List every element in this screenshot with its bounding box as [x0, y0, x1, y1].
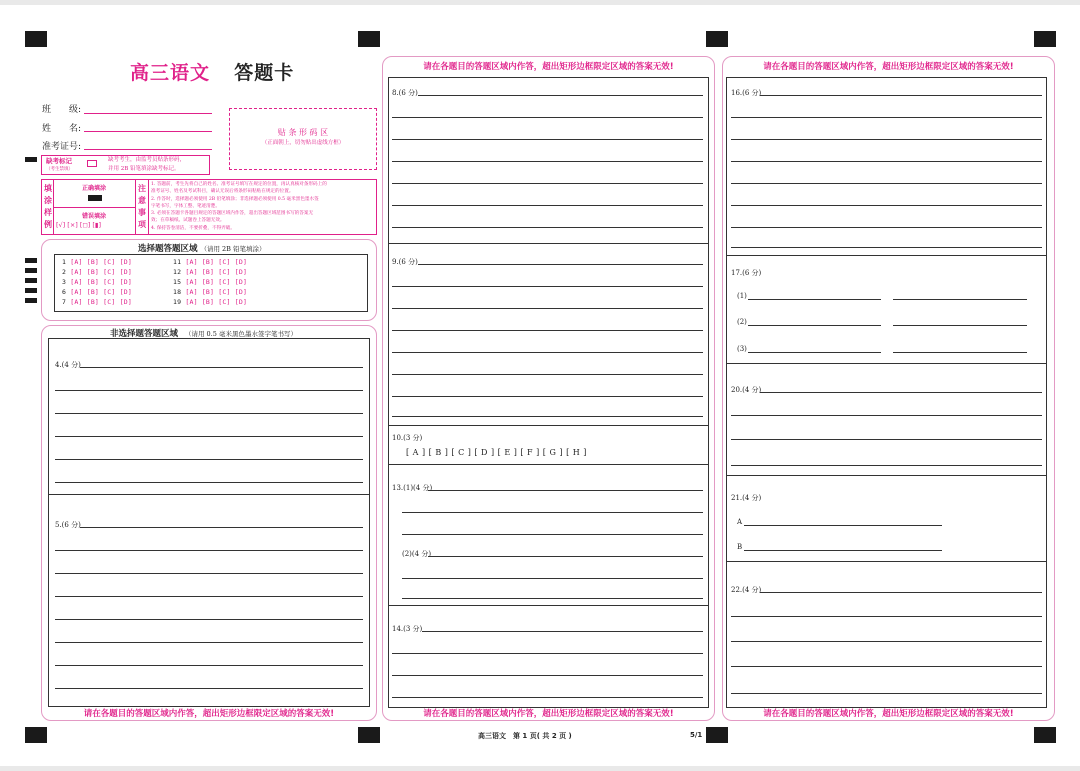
timing-mark-top-left	[25, 31, 47, 47]
choice-options[interactable]: [A] [B] [C] [D]	[185, 288, 248, 296]
fill-side-char: 样	[44, 208, 52, 217]
absent-label: 缺考标记	[46, 157, 72, 165]
fill-side-char: 例	[44, 220, 52, 229]
choice-title-note: （请用 2B 铅笔填涂）	[200, 245, 266, 253]
choice-title-text: 选择题答题区域	[138, 244, 198, 254]
answer-line[interactable]	[731, 465, 1042, 466]
note-item: 4. 保持答卷清洁，不要折叠，不得弄破。	[151, 225, 235, 231]
answer-line[interactable]	[731, 183, 1042, 184]
answer-line[interactable]	[760, 592, 1042, 593]
answer-line[interactable]	[55, 459, 363, 460]
answer-line[interactable]	[422, 631, 703, 632]
answer-line[interactable]	[55, 596, 363, 597]
timing-mark-top-mid2	[706, 31, 728, 47]
answer-line[interactable]	[55, 436, 363, 437]
choice-num: 11	[173, 258, 182, 266]
answer-line[interactable]	[731, 439, 1042, 440]
notes-side-char: 事	[138, 208, 146, 217]
answer-line[interactable]	[392, 396, 703, 397]
answer-line[interactable]	[748, 299, 881, 300]
warning-top-col2: 请在各题目的答题区域内作答，超出矩形边框限定区域的答案无效!	[423, 62, 674, 72]
question-16-label: 16.(6 分)	[731, 89, 762, 97]
answer-line[interactable]	[392, 205, 703, 206]
answer-line[interactable]	[392, 286, 703, 287]
answer-line[interactable]	[55, 550, 363, 551]
choice-row[interactable]	[173, 298, 247, 306]
side-timing-bar	[25, 288, 37, 293]
notes-side-char: 意	[138, 196, 146, 205]
answer-line[interactable]	[402, 534, 703, 535]
choice-row[interactable]	[62, 258, 132, 266]
answer-line[interactable]	[731, 666, 1042, 667]
absent-text-1: 缺考考生，由监考员贴条形码，	[108, 157, 186, 163]
question-10-label: 10.(3 分)	[392, 434, 423, 442]
choice-num: 6	[62, 288, 67, 296]
question-17-2-label: (2)	[737, 318, 747, 326]
question-21-b-label: B	[737, 543, 743, 551]
question-divider	[726, 475, 1047, 476]
timing-mark-bottom-left	[25, 727, 47, 743]
class-label: 班 级:	[42, 105, 82, 115]
choice-section-title	[138, 242, 266, 254]
choice-row[interactable]	[173, 268, 247, 276]
question-9-label: 9.(6 分)	[392, 258, 418, 266]
answer-line[interactable]	[731, 227, 1042, 228]
answer-line[interactable]	[392, 374, 703, 375]
choice-num: 12	[173, 268, 182, 276]
nonchoice-title-text: 非选择题答题区域	[110, 329, 179, 339]
fill-side-char: 填	[44, 184, 52, 193]
page-title	[130, 58, 294, 85]
exam-no-label: 准考证号:	[42, 142, 82, 152]
choice-options[interactable]: [A] [B] [C] [D]	[185, 298, 248, 306]
answer-line[interactable]	[428, 490, 703, 491]
answer-line[interactable]	[731, 117, 1042, 118]
exam-no-field[interactable]	[84, 149, 212, 150]
warning-bottom-col2: 请在各题目的答题区域内作答，超出矩形边框限定区域的答案无效!	[423, 709, 674, 719]
choice-options[interactable]: [A] [B] [C] [D]	[185, 278, 248, 286]
question-13-2-label: (2)(4 分)	[402, 550, 432, 558]
choice-options[interactable]: [A] [B] [C] [D]	[185, 268, 248, 276]
answer-line[interactable]	[392, 416, 703, 417]
page-footer: 高三语文 第 1 页( 共 2 页 )	[478, 732, 572, 740]
answer-line[interactable]	[55, 413, 363, 414]
choice-row[interactable]	[173, 258, 247, 266]
nonchoice-title-note: （请用 0.5 毫米黑色墨水签字笔书写）	[184, 330, 297, 338]
choice-num: 18	[173, 288, 182, 296]
answer-line[interactable]	[392, 227, 703, 228]
absent-text-2: 并用 2B 铅笔填涂缺考标记。	[108, 166, 180, 172]
answer-line[interactable]	[392, 161, 703, 162]
answer-line[interactable]	[80, 367, 363, 368]
answer-line[interactable]	[731, 693, 1042, 694]
choice-options[interactable]: [A] [B] [C] [D]	[70, 278, 132, 286]
fill-example-divider	[53, 207, 135, 208]
question-20-label: 20.(4 分)	[731, 386, 762, 394]
answer-line[interactable]	[392, 653, 703, 654]
answer-line[interactable]	[731, 641, 1042, 642]
choice-row[interactable]	[173, 288, 247, 296]
barcode-title: 贴 条 形 码 区	[277, 128, 329, 137]
title-sub: 答题卡	[234, 62, 295, 84]
absent-checkbox[interactable]	[87, 160, 97, 167]
question-4-label: 4.(4 分)	[55, 361, 81, 369]
question-divider	[48, 494, 370, 495]
choice-options[interactable]: [A] [B] [C] [D]	[185, 258, 248, 266]
side-timing-bar	[25, 258, 37, 263]
side-timing-bar	[25, 157, 37, 162]
choice-row[interactable]	[62, 298, 132, 306]
answer-line[interactable]	[55, 642, 363, 643]
notes-list	[151, 181, 375, 232]
correct-fill-label: 正确填涂	[81, 185, 106, 192]
timing-mark-bottom-right	[1034, 727, 1056, 743]
note-item: 3. 必须在答题卡各题目规定的答题区域内作答，超出答题区域范围书写的答案无	[151, 211, 314, 217]
question-17-label: 17.(6 分)	[731, 269, 762, 277]
choice-options[interactable]: [A] [B] [C] [D]	[70, 258, 132, 266]
warning-bottom-col3: 请在各题目的答题区域内作答，超出矩形边框限定区域的答案无效!	[763, 709, 1014, 719]
answer-line[interactable]	[744, 525, 942, 526]
question-13-1-label: 13.(1)(4 分)	[392, 484, 433, 492]
warning-top-col3: 请在各题目的答题区域内作答，超出矩形边框限定区域的答案无效!	[763, 62, 1014, 72]
answer-line[interactable]	[760, 95, 1042, 96]
note-item: 字笔书写，字体工整、笔迹清楚。	[151, 203, 220, 209]
answer-line[interactable]	[402, 598, 703, 599]
answer-line[interactable]	[731, 415, 1042, 416]
answer-line[interactable]	[55, 665, 363, 666]
fill-example-divider	[135, 179, 136, 235]
notes-side-char: 注	[138, 184, 146, 193]
answer-box-col1	[48, 338, 370, 707]
choice-num: 3	[62, 278, 67, 286]
warning-bottom-col1: 请在各题目的答题区域内作答，超出矩形边框限定区域的答案无效!	[83, 709, 335, 719]
choice-num: 2	[62, 268, 67, 276]
choice-options[interactable]: [A] [B] [C] [D]	[70, 268, 132, 276]
fill-example-divider	[148, 179, 149, 235]
absent-sub: （考生禁填）	[46, 167, 73, 172]
answer-line[interactable]	[760, 392, 1042, 393]
answer-line[interactable]	[744, 550, 942, 551]
answer-line[interactable]	[392, 183, 703, 184]
answer-line[interactable]	[893, 299, 1027, 300]
answer-line[interactable]	[392, 308, 703, 309]
timing-mark-top-mid1	[358, 31, 380, 47]
choice-options[interactable]: [A] [B] [C] [D]	[70, 288, 132, 296]
answer-line[interactable]	[55, 619, 363, 620]
answer-line[interactable]	[392, 330, 703, 331]
timing-mark-bottom-mid1	[358, 727, 380, 743]
question-divider	[388, 464, 709, 465]
answer-line[interactable]	[893, 325, 1027, 326]
answer-line[interactable]	[428, 556, 703, 557]
answer-line[interactable]	[55, 482, 363, 483]
choice-num: 1	[62, 258, 67, 266]
question-17-1-label: (1)	[737, 292, 747, 300]
answer-line[interactable]	[392, 697, 703, 698]
timing-mark-top-right	[1034, 31, 1056, 47]
timing-mark-bottom-mid2	[706, 727, 728, 743]
question-21-a-label: A	[737, 518, 743, 526]
barcode-area	[229, 108, 377, 170]
answer-line[interactable]	[402, 512, 703, 513]
answer-line[interactable]	[392, 352, 703, 353]
question-14-label: 14.(3 分)	[392, 625, 423, 633]
question-divider	[726, 255, 1047, 256]
answer-line[interactable]	[80, 527, 363, 528]
question-divider	[726, 363, 1047, 364]
note-item: 2. 作答时，选择题必须使用 2B 铅笔填涂；非选择题必须使用 0.5 毫米黑色墨水签	[151, 196, 319, 202]
answer-line[interactable]	[402, 578, 703, 579]
choice-row[interactable]	[62, 278, 132, 286]
question-divider	[388, 243, 709, 244]
answer-line[interactable]	[55, 573, 363, 574]
answer-line[interactable]	[731, 247, 1042, 248]
name-field[interactable]	[84, 131, 212, 132]
answer-line[interactable]	[392, 139, 703, 140]
question-5-label: 5.(6 分)	[55, 521, 81, 529]
choice-num: 15	[173, 278, 182, 286]
side-timing-bar	[25, 298, 37, 303]
choice-row[interactable]	[62, 268, 132, 276]
choice-options[interactable]: [A] [B] [C] [D]	[70, 298, 132, 306]
answer-line[interactable]	[392, 117, 703, 118]
answer-line[interactable]	[55, 688, 363, 689]
note-item: 准考证号、姓名及考试科目，确认无误后将条形码粘贴在规定的位置。	[151, 189, 294, 195]
answer-line[interactable]	[731, 139, 1042, 140]
answer-line[interactable]	[731, 205, 1042, 206]
choice-row[interactable]	[173, 278, 247, 286]
page-code: 5/1	[690, 731, 703, 739]
question-8-label: 8.(6 分)	[392, 89, 418, 97]
question-21-label: 21.(4 分)	[731, 494, 762, 502]
question-divider	[388, 605, 709, 606]
answer-line[interactable]	[748, 352, 881, 353]
answer-line[interactable]	[893, 352, 1027, 353]
answer-line[interactable]	[731, 616, 1042, 617]
answer-line[interactable]	[418, 264, 703, 265]
name-label: 姓 名:	[42, 124, 82, 134]
title-main: 高三语文	[130, 62, 211, 84]
answer-line[interactable]	[392, 675, 703, 676]
answer-line[interactable]	[731, 161, 1042, 162]
choice-num: 19	[173, 298, 182, 306]
choice-row[interactable]	[62, 288, 132, 296]
note-item: 1. 答题前，考生先将自己的姓名、准考证号填写在规定的位置，再认真核对条形码上的	[151, 182, 327, 187]
answer-box-col2	[388, 77, 709, 708]
class-field[interactable]	[84, 113, 212, 114]
barcode-note: （正面朝上，切勿贴出虚线方框）	[261, 140, 345, 146]
answer-line[interactable]	[55, 390, 363, 391]
choice-num: 7	[62, 298, 67, 306]
answer-line[interactable]	[418, 95, 703, 96]
side-timing-bar	[25, 278, 37, 283]
question-17-3-label: (3)	[737, 345, 747, 353]
wrong-fill-samples: [√] [×] [◻] [▮]	[56, 221, 102, 229]
fill-side-char: 涂	[44, 196, 52, 205]
side-timing-bar	[25, 268, 37, 273]
notes-side-char: 项	[138, 220, 146, 229]
correct-fill-sample	[88, 195, 102, 201]
question-divider	[388, 425, 709, 426]
question-22-label: 22.(4 分)	[731, 586, 762, 594]
question-divider	[726, 561, 1047, 562]
answer-line[interactable]	[748, 325, 881, 326]
answer-sheet	[0, 5, 1080, 766]
note-item: 效；在草稿纸、试题卷上答题无效。	[151, 218, 225, 224]
question-10-options[interactable]: [ A ] [ B ] [ C ] [ D ] [ E ] [ F ] [ G ] [ H ]	[406, 448, 587, 457]
wrong-fill-label: 错误填涂	[81, 213, 106, 220]
